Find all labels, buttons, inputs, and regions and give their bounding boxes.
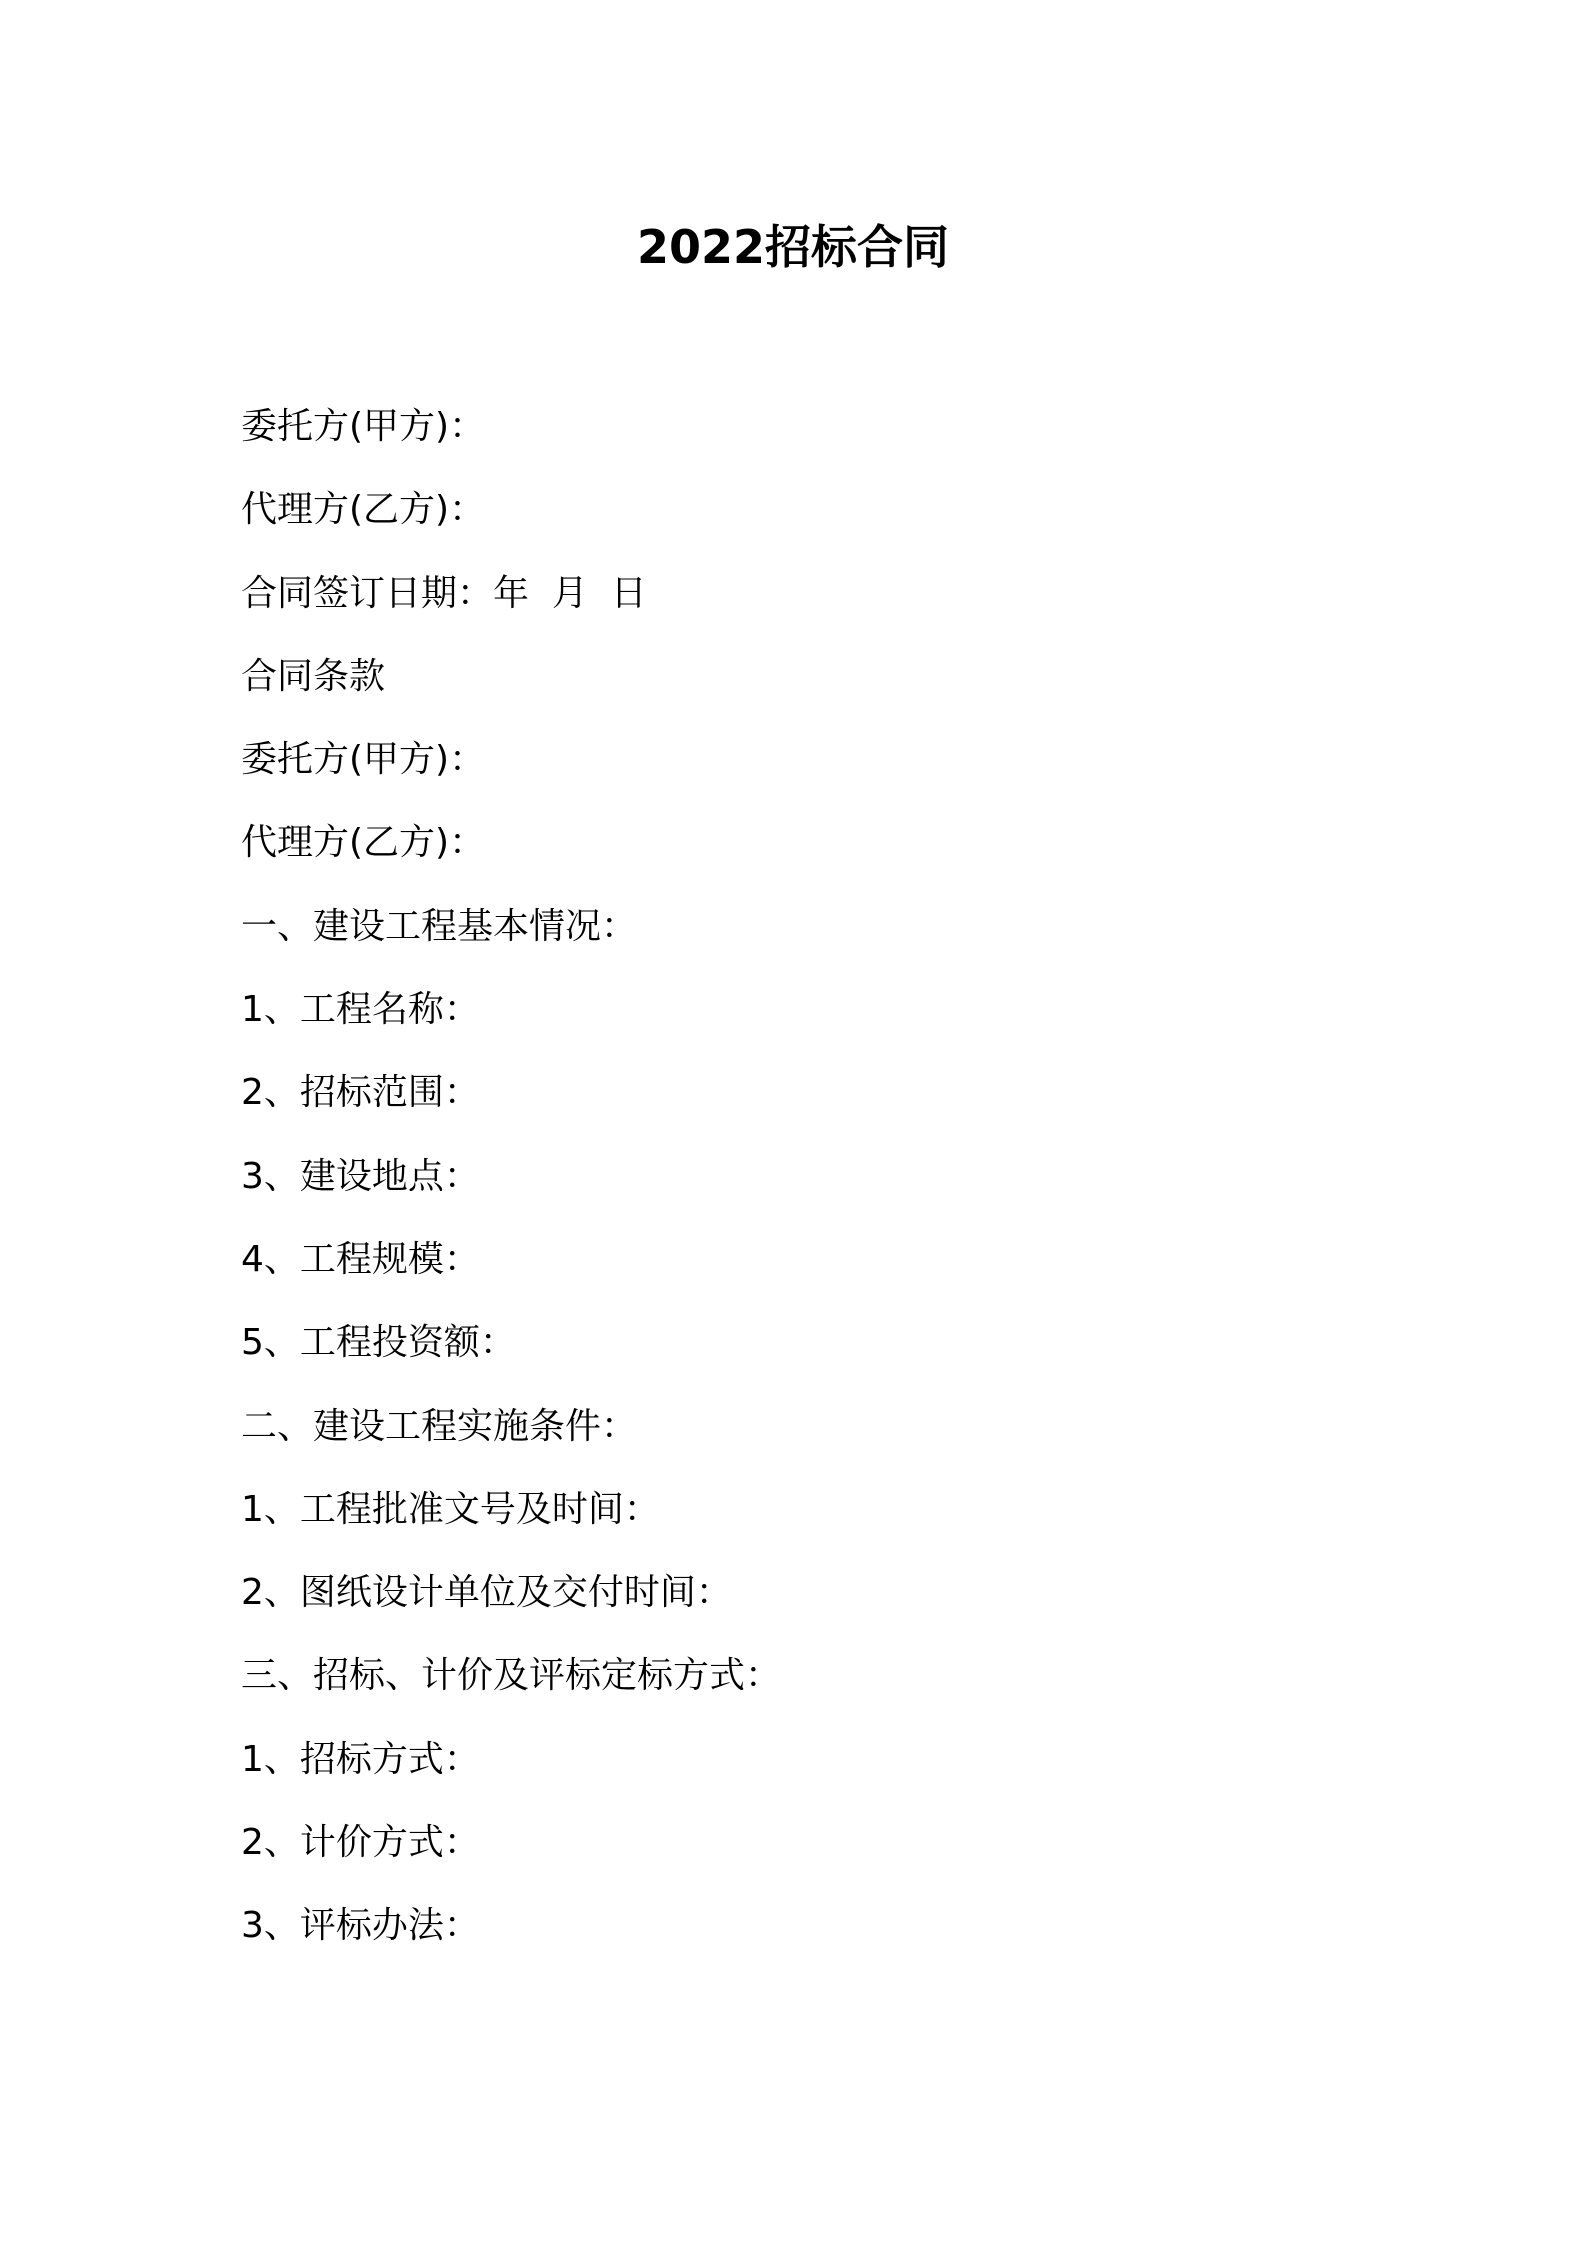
signing-date-line: 合同签订日期：年 月 日 xyxy=(241,572,647,614)
clause-line: 2、图纸设计单位及交付时间： xyxy=(241,1572,732,1614)
party-a-line: 委托方(甲方)： xyxy=(241,406,486,447)
section-heading: 一、建设工程基本情况： xyxy=(241,905,638,947)
document-body xyxy=(241,401,1441,1984)
clause-line: 2、招标范围： xyxy=(241,1072,480,1114)
clause-line: 3、建设地点： xyxy=(241,1155,480,1197)
section-heading: 三、招标、计价及评标定标方式： xyxy=(241,1655,782,1697)
party-a-line: 委托方(甲方)： xyxy=(241,739,486,781)
clause-line: 4、工程规模： xyxy=(241,1238,480,1280)
party-b-line: 代理方(乙方)： xyxy=(241,822,486,864)
clause-line: 5、工程投资额： xyxy=(241,1322,516,1364)
clause-line: 3、评标办法： xyxy=(241,1905,480,1947)
party-b-line: 代理方(乙方)： xyxy=(241,489,486,531)
clause-line: 1、工程名称： xyxy=(241,989,480,1031)
section-heading: 二、建设工程实施条件： xyxy=(241,1405,638,1447)
clause-line: 2、计价方式： xyxy=(241,1822,480,1864)
contract-terms-heading: 合同条款 xyxy=(241,655,386,697)
document-title: 2022招标合同 xyxy=(636,220,950,274)
clause-line: 1、招标方式： xyxy=(241,1738,480,1780)
clause-line: 1、工程批准文号及时间： xyxy=(241,1488,660,1530)
